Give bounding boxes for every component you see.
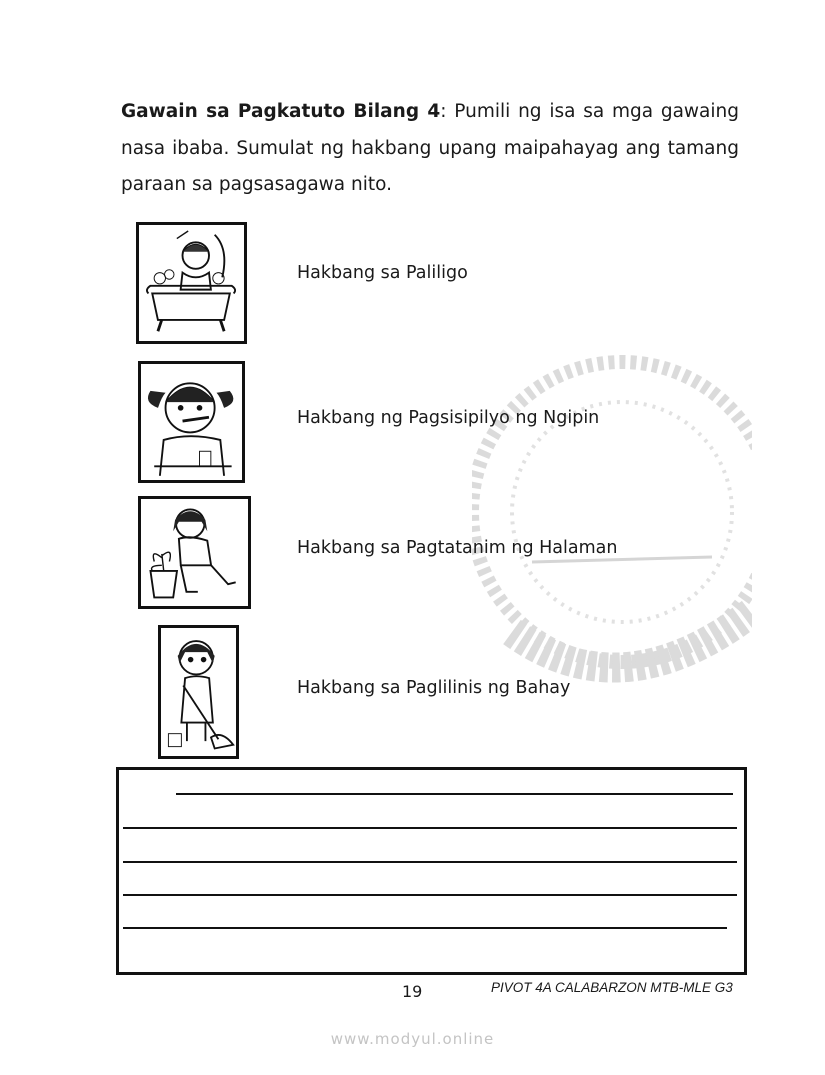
task-label-bathing: Hakbang sa Paliligo — [297, 263, 468, 283]
site-watermark: www.modyul.online — [330, 1030, 495, 1048]
footer-code: PIVOT 4A CALABARZON MTB-MLE G3 — [491, 980, 733, 995]
page-number: 19 — [402, 982, 423, 1001]
child-sweeping-icon — [161, 628, 236, 756]
writing-line[interactable] — [123, 927, 727, 929]
writing-line[interactable] — [123, 894, 737, 896]
task-label-brushing: Hakbang ng Pagsisipilyo ng Ngipin — [297, 408, 600, 428]
answer-box[interactable] — [116, 767, 747, 975]
brushing-picture-frame — [138, 361, 245, 483]
task-label-planting: Hakbang sa Pagtatanim ng Halaman — [297, 538, 618, 558]
child-bathing-icon — [139, 225, 244, 341]
instructions-text: : Pumili ng isa sa mga gawaing nasa ibaba. Sumulat ng hakbang upang maipahayag ang tamang paraan sa pagsasagawa nito. — [121, 101, 739, 195]
task-label-sweeping: Hakbang sa Paglilinis ng Bahay — [297, 678, 571, 698]
instructions — [121, 94, 739, 204]
writing-line[interactable] — [123, 861, 737, 863]
child-brushing-teeth-icon — [141, 364, 242, 480]
sweeping-picture-frame — [158, 625, 239, 759]
activity-title: Gawain sa Pagkatuto Bilang 4 — [121, 101, 441, 122]
writing-line[interactable] — [123, 827, 737, 829]
child-planting-icon — [141, 499, 248, 606]
planting-picture-frame — [138, 496, 251, 609]
seal-watermark — [472, 332, 752, 732]
writing-line[interactable] — [176, 793, 733, 795]
bathing-picture-frame — [136, 222, 247, 344]
